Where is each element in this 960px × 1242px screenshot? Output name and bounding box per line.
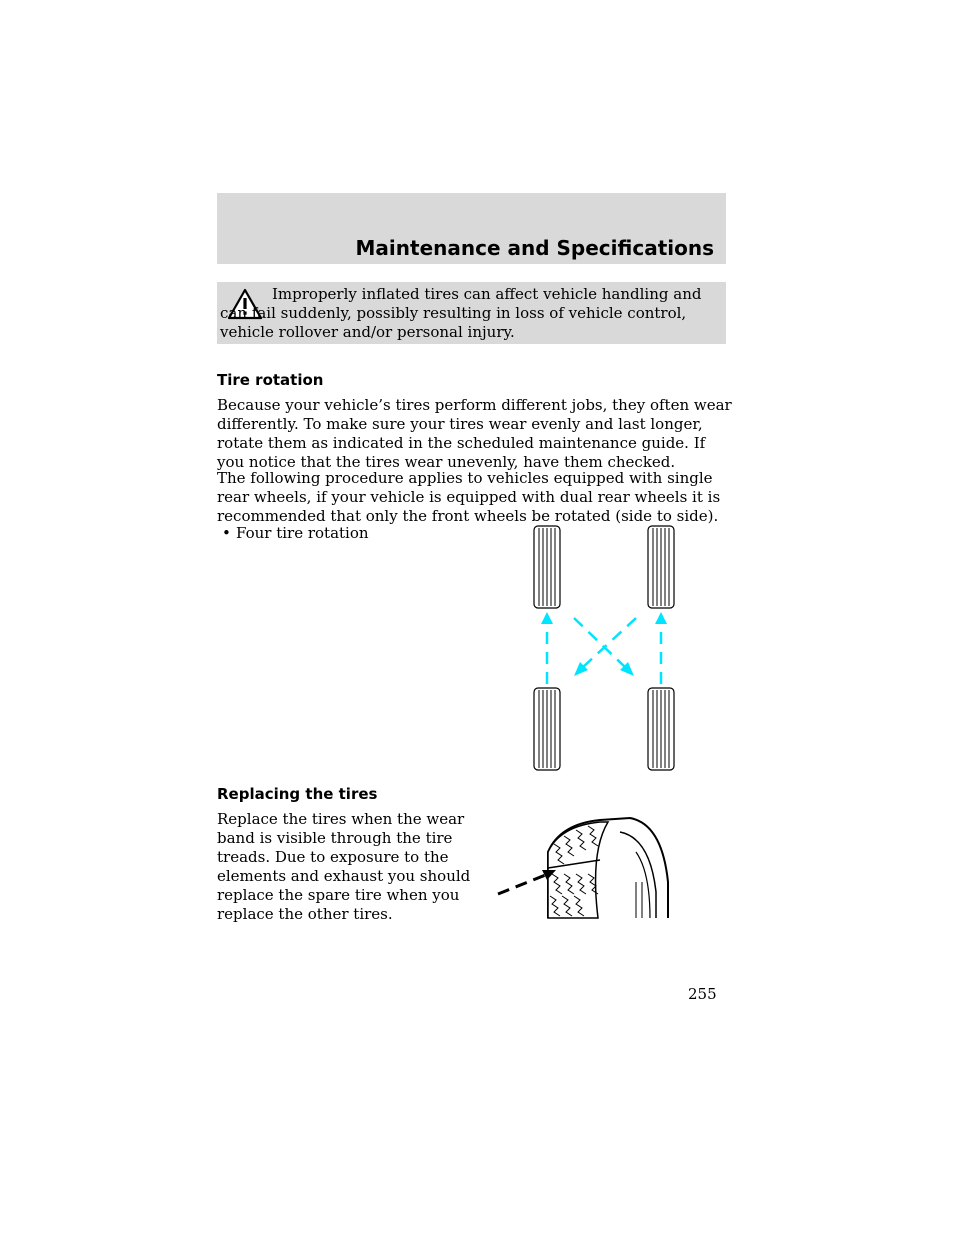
warning-text: Improperly inflated tires can affect vehicle handling and can fail suddenly, possibly resulting in loss of vehicle control, vehicle rollover and/or personal injury. <box>220 285 702 341</box>
bullet-item <box>222 524 369 542</box>
front-left-tire <box>534 526 560 608</box>
tire-rotation-paragraph-2: The following procedure applies to vehicles equipped with single rear wheels, if your vehicle is equipped with dual rear wheels it is recommended that only the front wheels be rotated (side to side). <box>217 469 721 525</box>
page-number: 255 <box>688 985 717 1003</box>
tire-wear-band-illustration <box>490 812 680 922</box>
four-tire-rotation-diagram <box>520 522 700 772</box>
replacing-tires-paragraph: Replace the tires when the wear band is visible through the tire treads. Due to exposure to the elements and exhaust you should replace the spare tire when you replace the other tires. <box>217 810 471 923</box>
warning-box <box>217 282 726 344</box>
rear-left-tire <box>534 688 560 770</box>
front-right-tire <box>648 526 674 608</box>
tire-rotation-paragraph-1: Because your vehicle’s tires perform different jobs, they often wear differently. To make sure your tires wear evenly and last longer, rotate them as indicated in the scheduled maintenance guide. If you notice that the tires wear unevenly, have them checked. <box>217 396 732 471</box>
wear-band-pointer-arrow <box>498 874 548 894</box>
rotation-arrow-cross-1 <box>574 618 626 668</box>
rotation-arrow-cross-2 <box>582 618 636 668</box>
header-band <box>217 193 726 264</box>
bullet-dot: • <box>222 524 231 542</box>
rear-right-tire <box>648 688 674 770</box>
page-section-title: Maintenance and Specifications <box>355 236 714 260</box>
tire-rotation-heading: Tire rotation <box>217 371 324 389</box>
replacing-tires-heading: Replacing the tires <box>217 785 378 803</box>
bullet-label: Four tire rotation <box>236 524 369 542</box>
